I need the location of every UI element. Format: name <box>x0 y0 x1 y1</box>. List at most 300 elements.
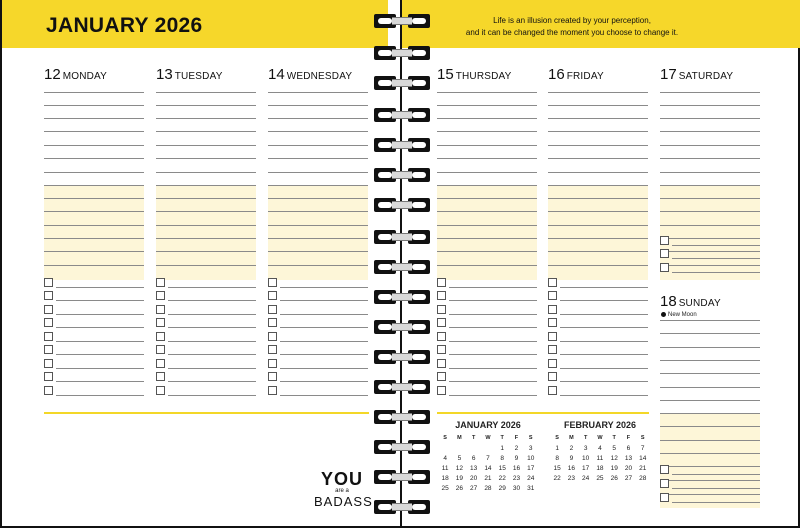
calendar-date: 10 <box>582 454 590 462</box>
day-column-wednesday <box>268 0 373 528</box>
task-line <box>672 474 760 475</box>
calendar-date: 11 <box>596 454 604 462</box>
badge-line-3: BADASS <box>314 494 373 509</box>
new-moon-icon <box>661 312 666 317</box>
week-row <box>438 483 538 493</box>
badge-line-1: YOU <box>320 469 363 489</box>
task-line <box>449 395 537 396</box>
calendar-date: 13 <box>470 464 478 472</box>
task-checkbox[interactable] <box>156 291 165 300</box>
calendar-date: 19 <box>610 464 618 472</box>
weekday-label: T <box>612 435 616 441</box>
writing-line <box>156 131 256 132</box>
task-checkbox[interactable] <box>44 386 53 395</box>
task-checkbox[interactable] <box>44 332 53 341</box>
binding-ring <box>374 500 430 514</box>
writing-line <box>660 387 760 388</box>
writing-line <box>156 198 256 199</box>
weekday-label: T <box>583 435 588 441</box>
writing-line <box>268 172 368 173</box>
mini-calendar-0 <box>438 420 538 493</box>
writing-line <box>548 92 648 93</box>
calendar-date: 4 <box>443 454 447 462</box>
writing-line <box>548 211 648 212</box>
writing-line <box>44 172 144 173</box>
writing-line <box>660 426 760 427</box>
calendar-date: 7 <box>486 454 490 462</box>
writing-line <box>660 373 760 374</box>
task-checkbox[interactable] <box>44 305 53 314</box>
calendar-date: 5 <box>612 444 616 452</box>
writing-line <box>44 211 144 212</box>
writing-line <box>437 131 537 132</box>
writing-line <box>548 158 648 159</box>
task-line <box>280 341 368 342</box>
writing-line <box>548 185 648 186</box>
task-line <box>168 354 256 355</box>
calendar-date: 27 <box>470 484 478 492</box>
task-checkbox[interactable] <box>156 305 165 314</box>
calendar-title: JANUARY 2026 <box>455 420 521 430</box>
writing-line <box>268 158 368 159</box>
writing-line <box>268 131 368 132</box>
task-checkbox[interactable] <box>268 372 277 381</box>
binding-ring <box>374 46 430 60</box>
task-checkbox[interactable] <box>437 345 446 354</box>
weekday-label: W <box>597 435 603 441</box>
task-line <box>280 354 368 355</box>
task-line <box>560 395 648 396</box>
calendar-date: 17 <box>527 464 535 472</box>
writing-line <box>156 118 256 119</box>
weekday-label: F <box>514 435 519 441</box>
page-title: JANUARY 2026 <box>46 14 203 37</box>
task-line <box>449 314 537 315</box>
task-line <box>560 381 648 382</box>
task-line <box>449 354 537 355</box>
task-line <box>168 287 256 288</box>
task-checkbox[interactable] <box>437 318 446 327</box>
writing-line <box>156 92 256 93</box>
binding-ring <box>374 470 430 484</box>
task-checkbox[interactable] <box>268 332 277 341</box>
task-checkbox[interactable] <box>268 359 277 368</box>
task-checkbox[interactable] <box>437 359 446 368</box>
writing-line <box>156 211 256 212</box>
calendar-date: 29 <box>498 484 506 492</box>
task-line <box>280 300 368 301</box>
calendar-date: 4 <box>598 444 602 452</box>
week-row <box>550 443 650 453</box>
binding-ring <box>374 440 430 454</box>
writing-line <box>548 251 648 252</box>
binding-ring <box>374 198 430 212</box>
task-checkbox[interactable] <box>44 291 53 300</box>
task-line <box>449 381 537 382</box>
writing-line <box>548 265 648 266</box>
writing-line <box>268 238 368 239</box>
task-line <box>560 287 648 288</box>
task-line <box>168 314 256 315</box>
day-header <box>156 66 223 84</box>
task-line <box>560 341 648 342</box>
calendar-date: 20 <box>624 464 633 472</box>
calendar-date: 5 <box>457 454 462 462</box>
writing-line <box>660 494 760 495</box>
task-line <box>560 354 648 355</box>
writing-line <box>44 131 144 132</box>
writing-line <box>548 225 648 226</box>
day-name: WEDNESDAY <box>286 71 353 82</box>
task-checkbox[interactable] <box>44 359 53 368</box>
task-line <box>280 381 368 382</box>
task-line <box>56 287 144 288</box>
calendar-date: 15 <box>498 464 506 472</box>
task-line <box>168 300 256 301</box>
task-line <box>168 327 256 328</box>
task-line <box>449 368 537 369</box>
binding-ring <box>374 138 430 152</box>
task-checkbox[interactable] <box>660 479 669 488</box>
task-line <box>168 368 256 369</box>
writing-line <box>268 211 368 212</box>
calendar-date: 3 <box>528 444 533 452</box>
calendar-date: 10 <box>527 454 535 462</box>
writing-line <box>548 131 648 132</box>
calendar-date: 24 <box>527 474 535 482</box>
task-line <box>56 395 144 396</box>
week-row <box>550 473 650 483</box>
day-number: 15 <box>437 66 454 83</box>
divider-left <box>44 412 369 414</box>
binding-ring <box>374 350 430 364</box>
task-checkbox[interactable] <box>437 332 446 341</box>
binding-ring <box>374 14 430 28</box>
writing-line <box>660 466 760 467</box>
calendar-date: 16 <box>512 464 521 472</box>
task-line <box>280 287 368 288</box>
calendar-date: 2 <box>514 444 519 452</box>
calendar-date: 11 <box>441 464 449 472</box>
writing-line <box>156 185 256 186</box>
day-name: THURSDAY <box>455 71 512 82</box>
writing-line <box>44 92 144 93</box>
writing-line <box>660 320 760 321</box>
writing-line <box>268 145 368 146</box>
task-checkbox[interactable] <box>44 345 53 354</box>
writing-line <box>437 238 537 239</box>
day-name: SUNDAY <box>678 298 721 309</box>
calendar-date: 14 <box>639 454 647 462</box>
task-line <box>672 502 760 503</box>
task-checkbox[interactable] <box>156 318 165 327</box>
task-checkbox[interactable] <box>156 386 165 395</box>
day-number: 14 <box>268 66 285 83</box>
writing-line <box>660 347 760 348</box>
calendar-date: 7 <box>640 444 645 452</box>
task-line <box>56 381 144 382</box>
task-checkbox[interactable] <box>660 465 669 474</box>
writing-line <box>44 225 144 226</box>
task-checkbox[interactable] <box>156 372 165 381</box>
task-checkbox[interactable] <box>660 493 669 502</box>
calendar-date: 25 <box>596 474 604 482</box>
writing-line <box>268 265 368 266</box>
writing-line <box>44 238 144 239</box>
writing-line <box>156 265 256 266</box>
writing-line <box>660 400 760 401</box>
day-header <box>268 66 352 84</box>
week-row <box>438 463 538 473</box>
writing-line <box>548 118 648 119</box>
task-checkbox[interactable] <box>437 305 446 314</box>
writing-line <box>44 145 144 146</box>
binding-ring <box>374 260 430 274</box>
calendar-date: 8 <box>500 454 504 462</box>
task-checkbox[interactable] <box>548 305 557 314</box>
weekday-label: F <box>626 435 631 441</box>
writing-line <box>437 185 537 186</box>
task-checkbox[interactable] <box>44 372 53 381</box>
writing-line <box>156 158 256 159</box>
task-checkbox[interactable] <box>268 291 277 300</box>
calendar-date: 18 <box>441 474 449 482</box>
calendar-date: 6 <box>626 444 631 452</box>
calendar-date: 17 <box>582 464 590 472</box>
calendar-date: 9 <box>514 454 519 462</box>
task-line <box>560 368 648 369</box>
writing-line <box>437 158 537 159</box>
mini-calendar-1 <box>550 420 650 483</box>
task-checkbox[interactable] <box>156 278 165 287</box>
task-line <box>168 381 256 382</box>
calendar-date: 16 <box>567 464 576 472</box>
writing-line <box>437 145 537 146</box>
binding-ring <box>374 410 430 424</box>
day-header <box>660 293 721 311</box>
task-line <box>56 327 144 328</box>
writing-line <box>437 251 537 252</box>
weekday-label: T <box>500 435 504 441</box>
task-checkbox[interactable] <box>44 318 53 327</box>
task-checkbox[interactable] <box>268 278 277 287</box>
week-row <box>438 443 538 453</box>
calendar-date: 15 <box>553 464 561 472</box>
weekday-label: S <box>443 435 447 441</box>
calendar-date: 22 <box>553 474 561 482</box>
calendar-date: 18 <box>596 464 604 472</box>
week-row <box>550 453 650 463</box>
badge-line-2: are a <box>335 488 349 494</box>
binding-ring <box>374 76 430 90</box>
writing-line <box>156 145 256 146</box>
task-line <box>56 300 144 301</box>
task-checkbox[interactable] <box>268 305 277 314</box>
calendar-date: 28 <box>484 484 492 492</box>
task-line <box>56 354 144 355</box>
divider-right <box>437 412 649 414</box>
quote-line-2: and it can be changed the moment you choose to change it. <box>465 28 679 37</box>
binding-ring <box>374 380 430 394</box>
task-line <box>560 314 648 315</box>
calendar-date: 20 <box>470 474 478 482</box>
day-header <box>44 66 107 84</box>
task-line <box>449 287 537 288</box>
writing-line <box>44 158 144 159</box>
task-checkbox[interactable] <box>437 372 446 381</box>
calendar-date: 6 <box>471 454 476 462</box>
calendar-date: 9 <box>569 454 574 462</box>
weekday-label: T <box>471 435 476 441</box>
task-checkbox[interactable] <box>548 278 557 287</box>
task-line <box>280 395 368 396</box>
week-row <box>438 473 538 483</box>
task-line <box>672 488 760 489</box>
calendar-date: 1 <box>500 444 504 452</box>
writing-line <box>156 172 256 173</box>
quote-line-1: Life is an illusion created by your perception, <box>493 16 651 25</box>
calendar-date: 3 <box>583 444 588 452</box>
task-line <box>168 395 256 396</box>
day-column-tuesday <box>156 0 256 528</box>
task-line <box>280 327 368 328</box>
binding-ring <box>374 168 430 182</box>
writing-line <box>437 105 537 106</box>
day-column-sunday <box>660 0 760 528</box>
calendar-date: 8 <box>555 454 559 462</box>
writing-line <box>660 333 760 334</box>
moon-label: New Moon <box>668 312 697 319</box>
calendar-date: 21 <box>484 474 492 482</box>
weekday-label: S <box>640 435 645 441</box>
task-line <box>56 314 144 315</box>
writing-line <box>437 92 537 93</box>
writing-line <box>660 440 760 441</box>
day-number: 12 <box>44 66 61 83</box>
writing-line <box>437 172 537 173</box>
task-checkbox[interactable] <box>548 372 557 381</box>
writing-line <box>548 145 648 146</box>
writing-line <box>660 480 760 481</box>
calendar-date: 26 <box>455 484 464 492</box>
calendar-date: 19 <box>455 474 464 482</box>
weekday-label: M <box>457 435 462 441</box>
task-checkbox[interactable] <box>156 345 165 354</box>
writing-line <box>437 118 537 119</box>
calendar-date: 31 <box>527 484 535 492</box>
week-row <box>550 463 650 473</box>
weekday-label: S <box>528 435 533 441</box>
day-number: 16 <box>548 66 565 83</box>
day-name: SATURDAY <box>678 71 734 82</box>
writing-line <box>156 238 256 239</box>
day-number: 13 <box>156 66 173 83</box>
day-header <box>548 66 604 84</box>
writing-line <box>44 105 144 106</box>
writing-line <box>268 185 368 186</box>
task-line <box>560 300 648 301</box>
writing-line <box>660 413 760 414</box>
day-number: 18 <box>660 293 677 310</box>
writing-line <box>268 105 368 106</box>
task-line <box>449 300 537 301</box>
binding-ring <box>374 108 430 122</box>
week-row <box>438 453 538 463</box>
binding-ring <box>374 320 430 334</box>
writing-line <box>268 225 368 226</box>
writing-line <box>156 105 256 106</box>
task-checkbox[interactable] <box>437 291 446 300</box>
writing-line <box>44 185 144 186</box>
task-checkbox[interactable] <box>268 318 277 327</box>
day-name: FRIDAY <box>566 71 604 82</box>
task-checkbox[interactable] <box>156 332 165 341</box>
task-checkbox[interactable] <box>548 345 557 354</box>
calendar-date: 21 <box>639 464 647 472</box>
calendar-date: 2 <box>569 444 574 452</box>
task-checkbox[interactable] <box>268 386 277 395</box>
calendar-date: 25 <box>441 484 449 492</box>
writing-line <box>660 360 760 361</box>
weekday-label: S <box>555 435 559 441</box>
calendar-title: FEBRUARY 2026 <box>563 420 637 430</box>
binding-ring <box>374 230 430 244</box>
writing-line <box>548 238 648 239</box>
task-checkbox[interactable] <box>548 318 557 327</box>
task-checkbox[interactable] <box>44 278 53 287</box>
task-line <box>449 327 537 328</box>
calendar-date: 14 <box>484 464 492 472</box>
calendar-date: 12 <box>610 454 618 462</box>
binding-ring <box>374 290 430 304</box>
task-checkbox[interactable] <box>548 291 557 300</box>
task-checkbox[interactable] <box>548 386 557 395</box>
writing-line <box>437 211 537 212</box>
task-checkbox[interactable] <box>437 278 446 287</box>
calendar-date: 22 <box>498 474 506 482</box>
writing-line <box>156 225 256 226</box>
task-checkbox[interactable] <box>548 359 557 368</box>
writing-line <box>437 225 537 226</box>
badass-badge <box>314 469 373 509</box>
writing-line <box>437 198 537 199</box>
task-checkbox[interactable] <box>268 345 277 354</box>
task-line <box>168 341 256 342</box>
moon-phase-note <box>661 312 697 318</box>
writing-line <box>268 198 368 199</box>
day-name: MONDAY <box>62 71 108 82</box>
weekday-label: M <box>569 435 574 441</box>
writing-line <box>156 251 256 252</box>
task-checkbox[interactable] <box>437 386 446 395</box>
writing-line <box>437 265 537 266</box>
calendar-date: 12 <box>455 464 464 472</box>
task-line <box>56 368 144 369</box>
task-checkbox[interactable] <box>548 332 557 341</box>
task-line <box>560 327 648 328</box>
calendar-date: 1 <box>555 444 559 452</box>
writing-line <box>44 251 144 252</box>
calendar-date: 26 <box>610 474 618 482</box>
weekday-row <box>550 433 650 443</box>
task-line <box>449 341 537 342</box>
task-checkbox[interactable] <box>156 359 165 368</box>
writing-line <box>44 118 144 119</box>
calendar-date: 23 <box>512 474 521 482</box>
task-line <box>280 314 368 315</box>
writing-line <box>268 92 368 93</box>
day-name: TUESDAY <box>174 71 223 82</box>
